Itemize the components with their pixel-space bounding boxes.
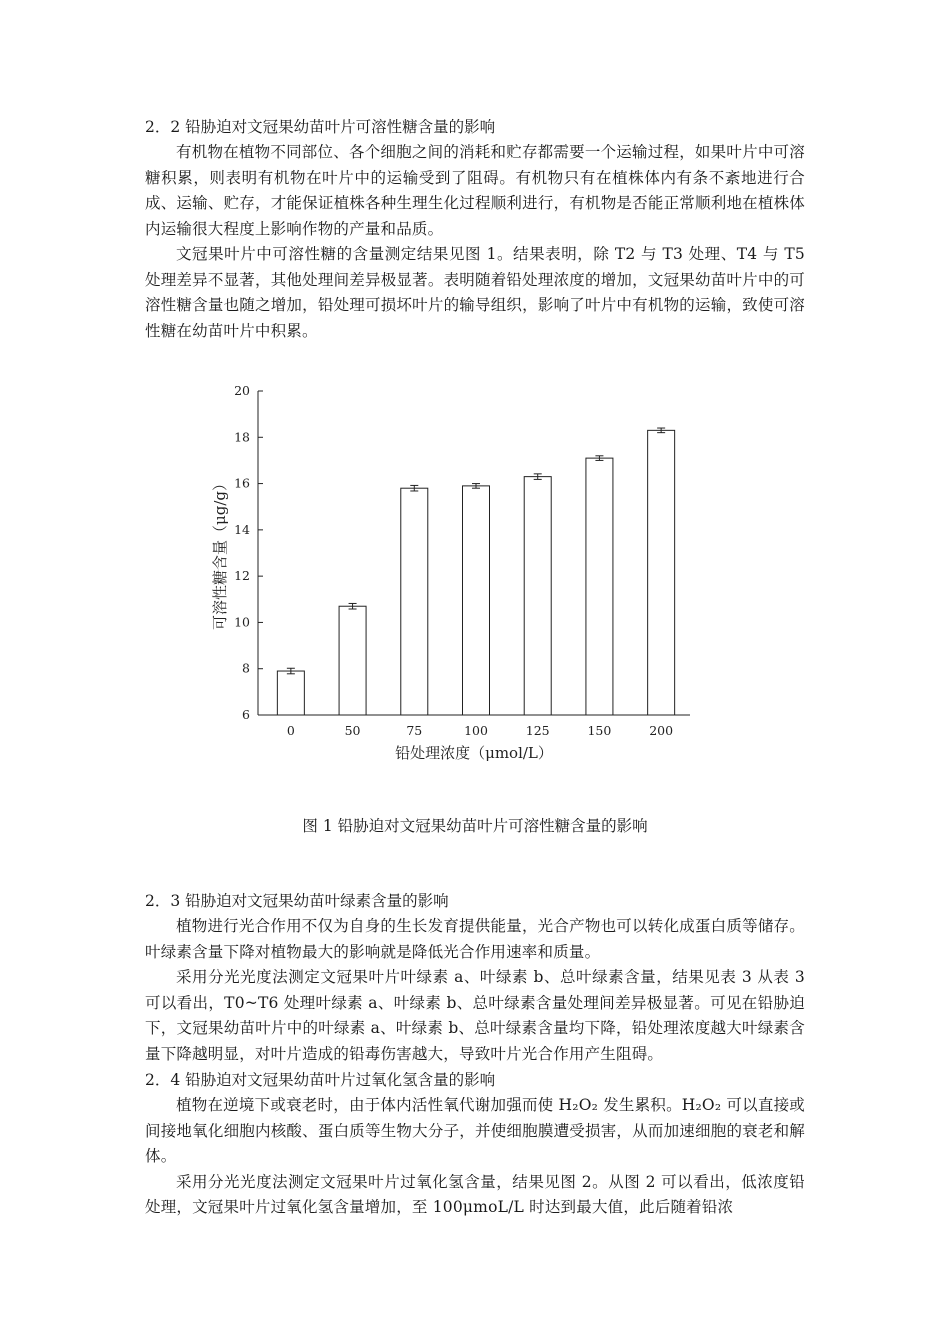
section-heading-2-3: 2．3 铅胁迫对文冠果幼苗叶绿素含量的影响: [145, 892, 449, 910]
y-tick-label: 6: [242, 707, 250, 722]
bar: [586, 458, 613, 715]
y-tick-label: 18: [234, 429, 250, 445]
section-heading-2-2: 2．2 铅胁迫对文冠果幼苗叶片可溶性糖含量的影响: [145, 118, 496, 136]
x-tick-label: 100: [464, 723, 488, 738]
paragraph: 有机物在植物不同部位、各个细胞之间的消耗和贮存都需要一个运输过程，如果叶片中可溶糖积累，则表明有机物在叶片中的运输受到了阻碍。有机物只有在植株体内有条不紊地进行合成、运输、贮存，才能保证植株各种生理生化过程顺利进行，有机物是否能正常顺利地在植株体内运输很大程度上影响作物的产量和品质。: [145, 143, 805, 238]
y-axis-label: 可溶性糖含量（μg/g）: [211, 475, 229, 631]
y-tick-label: 8: [242, 660, 250, 676]
bar: [277, 671, 304, 715]
paragraph: 采用分光光度法测定文冠果叶片过氧化氢含量，结果见图 2。从图 2 可以看出，低浓度铅处理，文冠果叶片过氧化氢含量增加，至 100μmoL/L 时达到最大值，此后随着铅浓: [145, 1172, 805, 1216]
bar: [339, 606, 366, 715]
paragraph: 植物进行光合作用不仅为自身的生长发育提供能量，光合产物也可以转化成蛋白质等储存。叶绿素含量下降对植物最大的影响就是降低光合作用速率和质量。: [145, 917, 805, 961]
y-tick-label: 16: [234, 475, 250, 491]
y-tick-label: 12: [234, 568, 250, 584]
bar: [401, 488, 428, 715]
bar: [463, 486, 490, 715]
paragraph: 采用分光光度法测定文冠果叶片叶绿素 a、叶绿素 b、总叶绿素含量，结果见表 3 从表 3 可以看出，T0~T6 处理叶绿素 a、叶绿素 b、总叶绿素含量处理间差异极显著。可见在铅胁迫下，文冠果幼苗叶片中的叶绿素 a、叶绿素 b、总叶绿素含量均下降，铅处理浓度越大叶绿素含量下降越明显，对叶片造成的铅毒伤害越大，导致叶片光合作用产生阻碍。: [145, 968, 805, 1063]
paragraph: 文冠果叶片中可溶性糖的含量测定结果见图 1。结果表明，除 T2 与 T3 处理、T4 与 T5 处理差异不显著，其他处理间差异极显著。表明随着铅处理浓度的增加，文冠果幼苗叶片中的可溶性糖含量也随之增加，铅处理可损坏叶片的输导组织，影响了叶片中有机物的运输，致使可溶性糖在幼苗叶片中积累。: [145, 245, 805, 340]
section-heading-2-4: 2．4 铅胁迫对文冠果幼苗叶片过氧化氢含量的影响: [145, 1071, 496, 1089]
x-axis-label: 铅处理浓度（μmol/L）: [395, 744, 553, 762]
x-tick-label: 75: [406, 723, 423, 738]
x-tick-label: 200: [649, 723, 674, 738]
y-tick-label: 14: [234, 521, 250, 537]
section-2-2: [145, 114, 805, 344]
x-tick-label: 150: [587, 723, 612, 738]
paragraph: 植物在逆境下或衰老时，由于体内活性氧代谢加强而使 H₂O₂ 发生累积。H₂O₂ 可以直接或间接地氧化细胞内核酸、蛋白质等生物大分子，并使细胞膜遭受损害，从而加速细胞的衰老和解体。: [145, 1096, 805, 1165]
y-tick-label: 10: [234, 614, 250, 630]
bar: [524, 477, 551, 715]
bar: [648, 430, 675, 715]
y-tick-label: 20: [234, 383, 250, 398]
x-tick-label: 125: [525, 723, 550, 738]
x-tick-label: 0: [286, 723, 295, 738]
section-2-3-and-2-4: [145, 888, 805, 1221]
figure-caption: 图 1 铅胁迫对文冠果幼苗叶片可溶性糖含量的影响: [302, 817, 648, 835]
x-tick-label: 50: [344, 723, 361, 738]
figure-1-chart: [195, 378, 715, 763]
bar-chart: [195, 378, 715, 763]
